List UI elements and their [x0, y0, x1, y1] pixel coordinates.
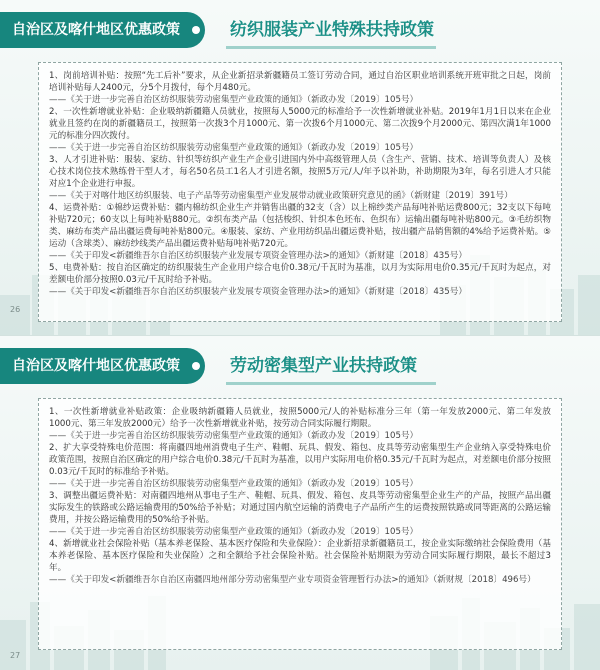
policy-source: ——《关于进一步完善自治区纺织服装劳动密集型产业政策的通知》（新政办发〔2019〕105号）	[49, 431, 419, 441]
policy-source: ——《关于印发<新疆维吾尔自治区纺织服装产业发展专项资金管理办法>的通知》（新财建〔2018〕435号）	[49, 287, 467, 297]
banner-dot	[192, 26, 200, 34]
policy-source: ——《关于进一步完善自治区纺织服装劳动密集型产业政策的通知》（新政办发〔2019〕105号）	[49, 479, 419, 489]
region-policy-banner	[0, 348, 205, 384]
banner-title: 自治区及喀什地区优惠政策	[12, 22, 180, 38]
policy-paragraph: 5、电费补贴：按自治区确定的纺织服装生产企业用户综合电价0.38元/千瓦时为基准，以月为实际用电价0.35元/千瓦时为起点，对差额电价部分按照0.03元/千瓦时给予补贴。	[49, 263, 551, 285]
policy-paragraph: 2、一次性新增就业补贴：企业吸纳新疆籍人员就业，按照每人5000元的标准给予一次性新增就业补贴。2019年1月1日以来在企业就业且签约在岗的新疆籍员工，按照第一次拨3个月1000元、第一次拨6个月1000元、第二次拨9个月2000元、第四次满1年1000元的标准分四次拨付。	[49, 107, 551, 141]
section-title: 纺织服装产业特殊扶持政策	[230, 20, 434, 40]
policy-paragraph: 3、调整出疆运费补贴：对南疆四地州从事电子生产、鞋帽、玩具、假发、箱包、皮具等劳动密集型企业生产的产品，按照产品出疆实际发生的铁路或公路运输费用的50%给予补贴；对通过国内航空运输的消费电子产品所产生的运费按照铁路或同等距离的公路运输费用，并按公路运输费用的50%给予补贴。	[49, 491, 551, 525]
page-number: 27	[10, 651, 21, 660]
policy-paragraph: 2、扩大享受特殊电价范围：将南疆四地州消费电子生产、鞋帽、玩具、假发、箱包、皮具等劳动密集型生产企业纳入享受特殊电价政策范围，按照自治区确定的用户综合电价0.38元/千瓦时为基准，以用户实际用电价格0.35元/千瓦时为起点，对差额电价部分按照0.03元/千瓦时的标准给予补贴。	[49, 443, 551, 477]
policy-page-labor-intensive	[0, 335, 600, 670]
policy-paragraph: 1、岗前培训补贴：按照“先工后补”要求，从企业新招录新疆籍员工签订劳动合同，通过自治区职业培训系统开班审批之日起，岗前培训补贴每人2400元，分5个月拨付，每个月480元。	[49, 71, 551, 93]
policy-text-box	[38, 398, 562, 650]
policy-source: ——《关于印发<新疆维吾尔自治区纺织服装产业发展专项资金管理办法>的通知》（新财建〔2018〕435号）	[49, 251, 467, 261]
policy-text-box	[38, 62, 562, 322]
policy-paragraph: 4、新增就业社会保险补贴（基本养老保险、基本医疗保险和失业保险）：企业新招录新疆籍员工，按企业实际缴纳社会保险费用（基本养老保险、基本医疗保险和失业保险）之和全额给予社会保险补贴。社会保险补贴期限为劳动合同实际履行期限，最长不超过3年。	[49, 539, 551, 573]
policy-paragraph: 4、运费补贴：①棉纱运费补贴：疆内棉纺织企业生产并销售出疆的32支（含）以上棉纱类产品每吨补贴运费800元；32支以下每吨补贴720元；60支以上每吨补贴880元。②织布类产品（包括梭织、针织本色坯布、色织布）运输出疆每吨补贴800元。③毛纺织物类、麻纺布类产品出疆运费每吨补贴800元。④服装、家纺、产业用纺织品出疆运费补贴，按出疆产品销售额的4%给予运费补贴。⑤运动（含球类）、麻纺纱线类产品出疆运费补贴每吨补贴720元。	[49, 203, 551, 249]
policy-source: ——《关于对喀什地区纺织服装、电子产品等劳动密集型产业发展带动就业政策研究意见的函》（新财建〔2019〕391号）	[49, 191, 513, 201]
policy-paragraph: 3、人才引进补贴：服装、家纺、针织等纺织产业生产企业引进国内外中高级管理人员（含生产、营销、技术、培训等负责人）及核心技术岗位技术熟练骨干型人才，每名50名员工1名人才引进名额，按照5万元/人/年予以补助，补助期限为3年，每名引进人才只能对应1个企业进行申报。	[49, 155, 551, 189]
region-policy-banner	[0, 12, 205, 48]
section-title-underline	[226, 382, 436, 385]
banner-title: 自治区及喀什地区优惠政策	[12, 358, 180, 374]
section-title-underline	[226, 46, 436, 49]
banner-dot	[192, 362, 200, 370]
policy-source: ——《关于进一步完善自治区纺织服装劳动密集型产业政策的通知》（新政办发〔2019〕105号）	[49, 95, 419, 105]
policy-source: ——《关于印发<新疆维吾尔自治区南疆四地州部分劳动密集型产业专项资金管理暂行办法>的通知》（新财规〔2018〕496号）	[49, 575, 536, 585]
section-title: 劳动密集型产业扶持政策	[230, 356, 417, 376]
policy-source: ——《关于进一步完善自治区纺织服装劳动密集型产业政策的通知》（新政办发〔2019〕105号）	[49, 143, 419, 153]
page-number: 26	[10, 305, 21, 314]
policy-paragraph: 1、一次性新增就业补贴政策：企业吸纳新疆籍人员就业，按照5000元/人的补贴标准分三年（第一年发放2000元、第二年发放1000元、第三年发放2000元）给予一次性新增就业补贴，按劳动合同实际履行期限。	[49, 407, 551, 429]
policy-source: ——《关于进一步完善自治区纺织服装劳动密集型产业政策的通知》（新政办发〔2019〕105号）	[49, 527, 419, 537]
